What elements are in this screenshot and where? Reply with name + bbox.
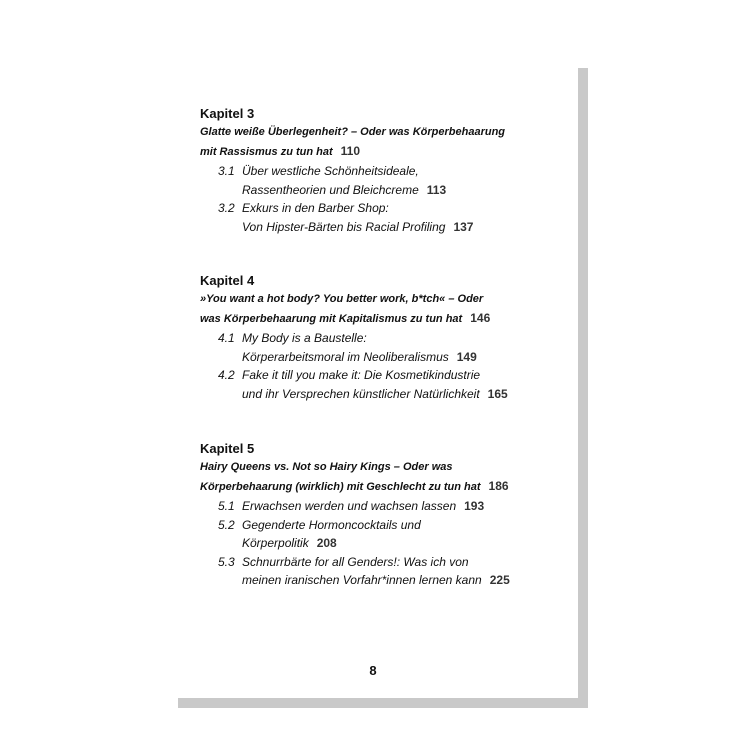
- section-number: 3.1: [218, 164, 235, 178]
- chapter-subtitle-line: [200, 477, 570, 497]
- chapter-title: Kapitel 3: [200, 106, 255, 121]
- section-page-number: 113: [426, 182, 447, 197]
- section-title-line: Fake it till you make it: Die Kosmetikindustrie: [242, 368, 481, 382]
- section-title-line: [242, 181, 570, 200]
- chapter-page-number: 146: [470, 311, 491, 325]
- chapter-subtitle-line: Hairy Queens vs. Not so Hairy Kings – Oder was: [200, 461, 453, 473]
- section-title-line: Schnurrbärte for all Genders!: Was ich von: [242, 554, 469, 569]
- section-title-line: [242, 348, 570, 367]
- section-title-line: [242, 218, 570, 237]
- chapter-title: Kapitel 4: [200, 273, 255, 288]
- toc-section-4-1: [200, 329, 570, 366]
- chapter-subtitle-line: [200, 309, 570, 329]
- section-title-line: Gegenderte Hormoncocktails und: [242, 517, 421, 532]
- chapter-page-number: 110: [340, 144, 360, 158]
- toc-section-5-1: [200, 497, 570, 516]
- section-number: 5.1: [218, 499, 235, 513]
- section-title-text: und ihr Versprechen künstlicher Natürlichkeit: [242, 386, 480, 401]
- toc-section-5-3: [200, 553, 570, 590]
- chapter-page-number: 186: [488, 479, 509, 493]
- chapter-4: [200, 271, 570, 403]
- section-page-number: 149: [456, 349, 477, 364]
- section-title-text: meinen iranischen Vorfahr*innen lernen kann: [242, 573, 482, 587]
- section-page-number: 193: [464, 499, 485, 513]
- section-title-line: My Body is a Baustelle:: [242, 331, 367, 345]
- section-title-line: Über westliche Schönheitsideale,: [242, 164, 419, 178]
- chapter-subtitle-text: mit Rassismus zu tun hat: [200, 146, 333, 158]
- section-number: 5.3: [218, 554, 235, 569]
- section-title-line: Exkurs in den Barber Shop:: [242, 201, 389, 215]
- toc-section-5-2: [200, 516, 570, 553]
- section-page-number: 165: [487, 386, 508, 401]
- chapter-title: Kapitel 5: [200, 441, 255, 456]
- section-page-number: 137: [453, 219, 474, 234]
- toc-section-4-2: [200, 366, 570, 403]
- section-title-line: [242, 385, 570, 404]
- section-number: 4.1: [218, 331, 235, 345]
- page-number: 8: [369, 663, 377, 678]
- section-title-text: Erwachsen werden und wachsen lassen: [242, 499, 457, 513]
- book-page: [168, 58, 578, 698]
- chapter-subtitle-line: [200, 142, 570, 162]
- section-title-text: Körperarbeitsmoral im Neoliberalismus: [242, 349, 449, 364]
- chapter-5: [200, 439, 570, 590]
- section-page-number: 208: [316, 536, 337, 550]
- section-number: 5.2: [218, 517, 235, 532]
- section-title-line: [242, 534, 570, 553]
- section-number: 4.2: [218, 368, 235, 382]
- chapter-subtitle-line: »You want a hot body? You better work, b*tch« – Oder: [200, 293, 484, 305]
- section-page-number: 225: [489, 573, 510, 587]
- section-title-text: Rassentheorien und Bleichcreme: [242, 182, 419, 197]
- toc-section-3-2: [200, 199, 570, 236]
- chapter-subtitle-text: Körperbehaarung (wirklich) mit Geschlecht zu tun hat: [200, 481, 481, 493]
- section-title-text: Körperpolitik: [242, 536, 309, 550]
- section-title-text: Von Hipster-Bärten bis Racial Profiling: [242, 219, 446, 234]
- chapter-subtitle-text: was Körperbehaarung mit Kapitalismus zu tun hat: [200, 313, 463, 325]
- section-title-line: [242, 571, 570, 590]
- section-title-line: [242, 497, 570, 516]
- chapter-3: [200, 104, 570, 236]
- section-number: 3.2: [218, 201, 235, 215]
- chapter-subtitle-line: Glatte weiße Überlegenheit? – Oder was Körperbehaarung: [200, 126, 506, 138]
- toc-section-3-1: [200, 162, 570, 199]
